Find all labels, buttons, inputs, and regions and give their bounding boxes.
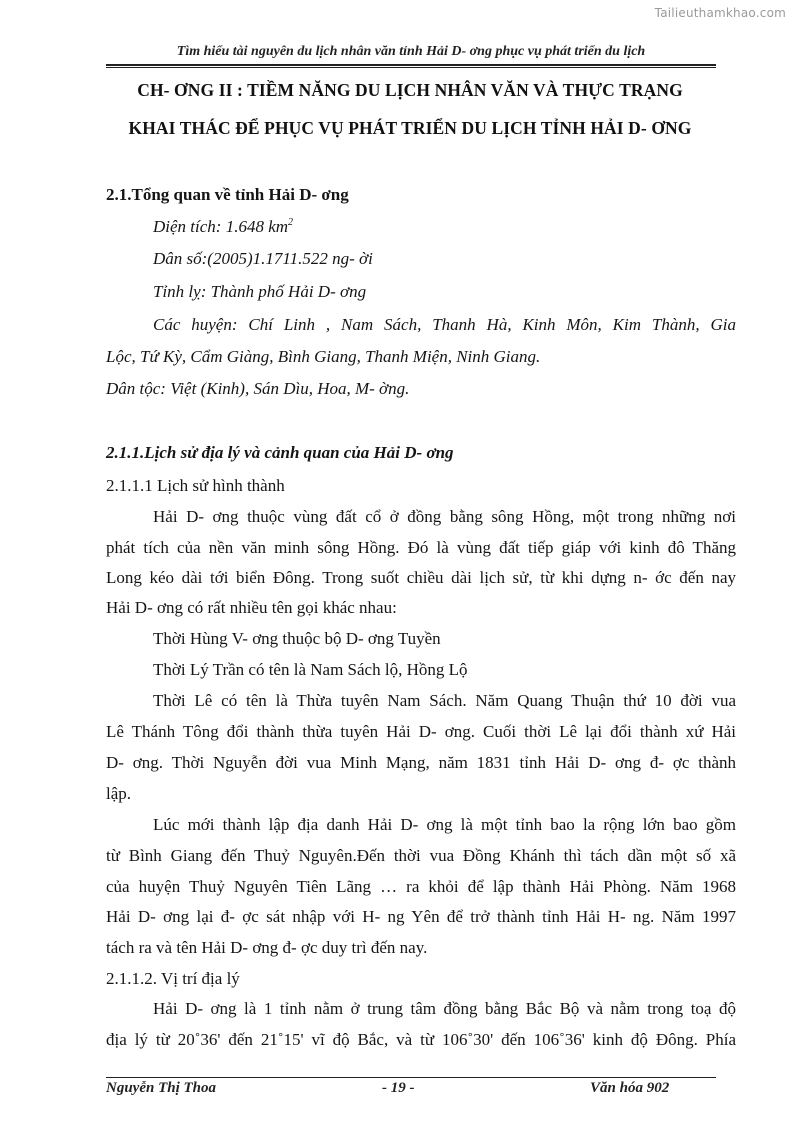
paragraph-1-line-3: Long kéo dài tới biển Đông. Trong suốt chiều dài lịch sử, từ khi dựng n- ớc đến nay <box>106 568 736 587</box>
paragraph-4-line-1: Thời Lê có tên là Thừa tuyên Nam Sách. Năm Quang Thuận thứ 10 đời vua <box>153 691 736 710</box>
chapter-title-line-1: CH- ƠNG II : TIỀM NĂNG DU LỊCH NHÂN VĂN VÀ THỰC TRẠNG <box>137 80 683 100</box>
paragraph-6-line-2: địa lý từ 20˚36' đến 21˚15' vĩ độ Bắc, và từ 106˚30' đến 106˚36' kinh độ Đông. Phía <box>106 1030 736 1049</box>
paragraph-1-line-2: phát tích của nền văn minh sông Hồng. Đó là vùng đất tiếp giáp với kinh đô Thăng <box>106 538 736 557</box>
paragraph-4-line-3: D- ơng. Thời Nguyễn đời vua Minh Mạng, năm 1831 tỉnh Hải D- ơng đ- ợc thành <box>106 753 736 772</box>
ethnic-line: Dân tộc: Việt (Kinh), Sán Dìu, Hoa, M- ờng. <box>106 379 410 398</box>
paragraph-3: Thời Lý Trần có tên là Nam Sách lộ, Hồng Lộ <box>153 660 468 679</box>
running-header: Tìm hiểu tài nguyên du lịch nhân văn tỉnh Hải D- ơng phục vụ phát triển du lịch <box>176 44 646 59</box>
paragraph-2: Thời Hùng V- ơng thuộc bộ D- ơng Tuyền <box>153 629 441 648</box>
footer-author: Nguyễn Thị Thoa <box>106 1080 217 1096</box>
paragraph-5-line-2: từ Bình Giang đến Thuỷ Nguyên.Đến thời vua Đồng Khánh thì tách dần một số xã <box>106 846 736 865</box>
section-heading-2-1-1: 2.1.1.Lịch sử địa lý và cảnh quan của Hải D- ơng <box>106 443 454 462</box>
paragraph-5-line-1: Lúc mới thành lập địa danh Hải D- ơng là một tỉnh bao la rộng lớn bao gồm <box>153 815 736 834</box>
chapter-title-line-2: KHAI THÁC ĐỂ PHỤC VỤ PHÁT TRIỂN DU LỊCH TỈNH HẢI D- ƠNG <box>128 118 692 138</box>
paragraph-1-line-4: Hải D- ơng có rất nhiều tên gọi khác nhau: <box>106 598 397 617</box>
footer-rule <box>106 1077 716 1078</box>
paragraph-1-line-1: Hải D- ơng thuộc vùng đất cổ ở đồng bằng sông Hồng, một trong những nơi <box>153 507 736 526</box>
footer-page-number: - 19 - <box>382 1080 415 1096</box>
header-rule <box>106 64 716 66</box>
watermark: Tailieuthamkhao.com <box>654 6 786 20</box>
area-text: Diện tích: 1.648 km <box>153 217 289 236</box>
paragraph-4-line-2: Lê Thánh Tông đổi thành thừa tuyên Hải D- ơng. Cuối thời Lê lại đổi thành xứ Hải <box>106 722 736 741</box>
population-line: Dân số:(2005)1.1711.522 ng- ời <box>153 249 373 268</box>
districts-line-2: Lộc, Tứ Kỳ, Cẩm Giàng, Bình Giang, Thanh Miện, Ninh Giang. <box>106 347 541 366</box>
paragraph-5-line-4: Hải D- ơng lại đ- ợc sát nhập với H- ng Yên để trở thành tỉnh Hải H- ng. Năm 1997 <box>106 907 736 926</box>
paragraph-5-line-5: tách ra và tên Hải D- ơng đ- ợc duy trì đến nay. <box>106 938 428 957</box>
subheading-2-1-1-1: 2.1.1.1 Lịch sử hình thành <box>106 476 285 495</box>
capital-line: Tỉnh lỵ: Thành phố Hải D- ơng <box>153 282 367 301</box>
paragraph-5-line-3: của huyện Thuỷ Nguyên Tiên Lãng … ra khỏi để lập thành Hải Phòng. Năm 1968 <box>106 877 736 896</box>
section-heading-2-1: 2.1.Tổng quan về tỉnh Hải D- ơng <box>106 185 349 204</box>
area-superscript: 2 <box>288 217 294 228</box>
header-rule-thin <box>106 67 716 68</box>
paragraph-6-line-1: Hải D- ơng là 1 tỉnh nằm ở trung tâm đồng bằng Bắc Bộ và nằm trong toạ độ <box>153 999 736 1018</box>
area-line <box>153 216 736 238</box>
paragraph-4-line-4: lập. <box>106 784 132 803</box>
districts-line-1: Các huyện: Chí Linh , Nam Sách, Thanh Hà, Kinh Môn, Kim Thành, Gia <box>153 315 736 334</box>
subheading-2-1-1-2: 2.1.1.2. Vị trí địa lý <box>106 969 240 988</box>
footer-class: Văn hóa 902 <box>590 1080 670 1096</box>
